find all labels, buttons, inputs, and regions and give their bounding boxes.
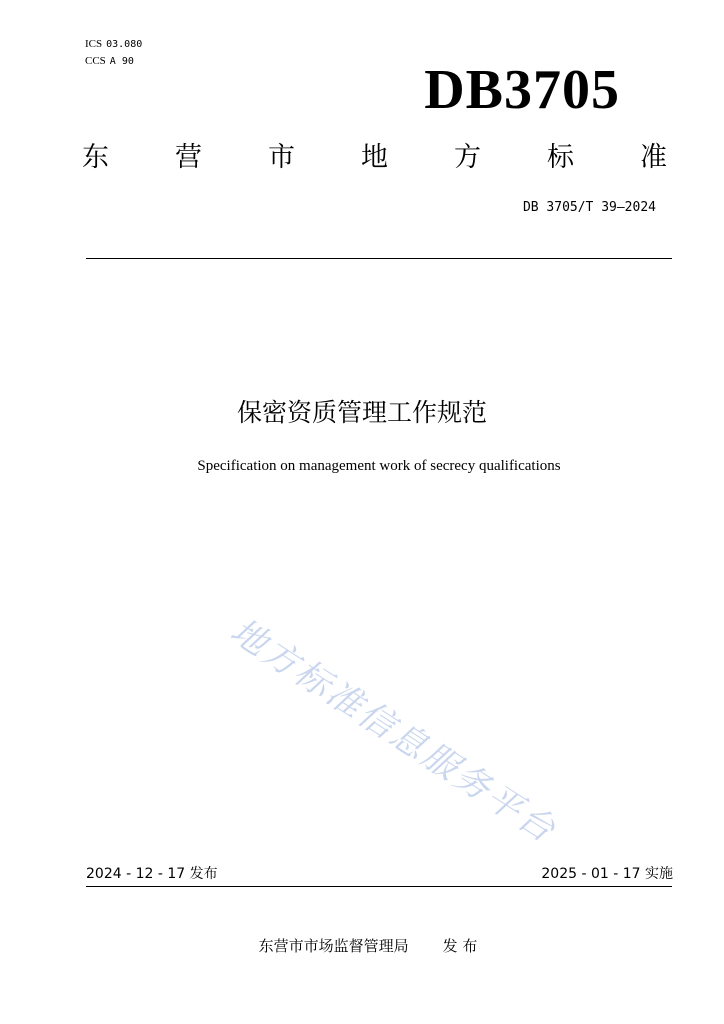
- title-english: Specification on management work of secrecy qualifications: [197, 458, 561, 474]
- watermark: 地方标准信息服务平台: [223, 611, 564, 852]
- top-divider: [86, 258, 672, 259]
- release-date: 2024 - 12 - 17 发布: [86, 866, 218, 882]
- ics-label: ICS: [85, 38, 103, 50]
- ccs-label: CCS: [85, 55, 106, 67]
- publisher: [0, 936, 724, 956]
- standard-type-char: 标: [547, 142, 574, 173]
- standard-type-char: 方: [454, 142, 481, 173]
- standard-type: [82, 140, 667, 176]
- classification-codes: [85, 36, 142, 70]
- standard-type-char: 市: [268, 142, 295, 173]
- ics-code: 03.080: [106, 39, 143, 50]
- publisher-action: 发 布: [442, 937, 478, 955]
- db-code: DB3705: [424, 59, 620, 121]
- title-chinese: 保密资质管理工作规范: [236, 398, 487, 427]
- bottom-divider: [86, 886, 672, 887]
- implementation-date: 2025 - 01 - 17 实施: [541, 866, 673, 882]
- standard-type-char: 准: [640, 142, 667, 173]
- publisher-name: 东营市市场监督管理局: [258, 937, 409, 955]
- standard-type-char: 东: [82, 142, 109, 173]
- ccs-line: [85, 53, 142, 70]
- ccs-code: A 90: [109, 56, 134, 67]
- standard-type-char: 营: [175, 142, 202, 173]
- ics-line: [85, 36, 142, 53]
- standard-type-char: 地: [361, 142, 388, 173]
- standard-number: DB 3705/T 39—2024: [522, 200, 656, 215]
